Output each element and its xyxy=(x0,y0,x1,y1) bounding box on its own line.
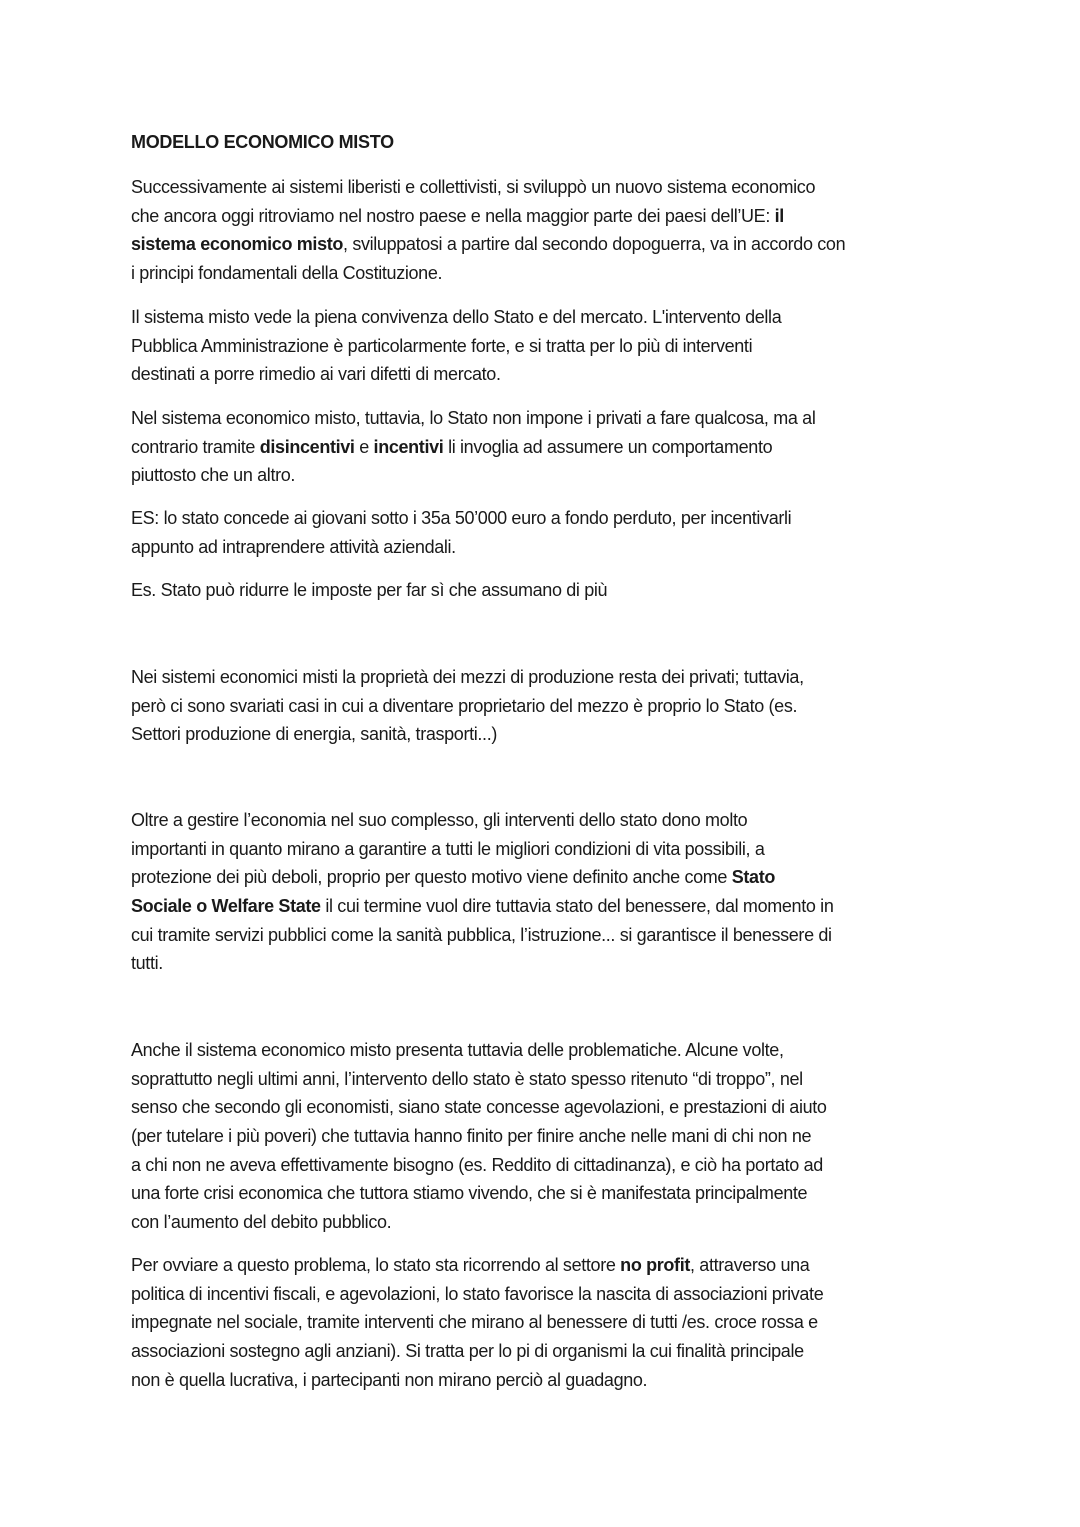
text-segment: Settori produzione di energia, sanità, trasporti...) xyxy=(131,724,498,745)
text-segment: li invoglia ad assumere un comportamento xyxy=(443,436,773,457)
bold-text: disincentivi xyxy=(259,436,355,457)
text-segment: una forte crisi economica che tuttora stiamo vivendo, che si è manifestata principalmente xyxy=(131,1183,808,1204)
text-line xyxy=(131,692,804,721)
text-segment: che ancora oggi ritroviamo nel nostro paese e nella maggior parte dei paesi dell’UE: xyxy=(131,205,775,226)
text-line xyxy=(131,404,816,433)
text-line xyxy=(131,433,816,462)
text-line xyxy=(131,1093,827,1122)
text-line xyxy=(131,173,845,202)
text-line xyxy=(131,1036,827,1065)
text-segment: Es. Stato può ridurre le imposte per far sì che assumano di più xyxy=(131,580,608,600)
text-segment: tutti. xyxy=(131,953,163,974)
text-line xyxy=(131,1280,823,1309)
text-line xyxy=(131,949,833,978)
text-segment: contrario tramite xyxy=(131,436,260,457)
text-line xyxy=(131,1337,823,1366)
text-segment: (per tutelare i più poveri) che tuttavia hanno finito per finire anche nelle mani di chi non ne xyxy=(131,1126,812,1147)
text-segment: soprattutto negli ultimi anni, l’intervento dello stato è stato spesso ritenuto “di troppo”, nel xyxy=(131,1068,803,1089)
text-line xyxy=(131,663,804,692)
paragraph xyxy=(131,1251,823,1394)
bold-text: no profit xyxy=(620,1255,690,1275)
text-segment: Anche il sistema economico misto presenta tuttavia delle problematiche. Alcune volte, xyxy=(131,1040,784,1060)
text-line xyxy=(131,921,833,950)
text-segment: impegnate nel sociale, tramite interventi che mirano al benessere di tutti /es. croce rossa e xyxy=(131,1312,818,1333)
text-line xyxy=(131,1308,823,1337)
text-line xyxy=(131,1122,827,1151)
text-segment: e xyxy=(354,436,374,457)
text-segment: a chi non ne aveva effettivamente bisogno (es. Reddito di cittadinanza), e ciò ha portato ad xyxy=(131,1154,823,1175)
text-segment: , attraverso una xyxy=(690,1255,810,1275)
paragraph xyxy=(131,173,845,288)
text-line xyxy=(131,1065,827,1094)
text-line xyxy=(131,720,804,749)
text-segment: importanti in quanto mirano a garantire a tutti le migliori condizioni di vita possibili, a xyxy=(131,838,765,859)
text-line xyxy=(131,892,833,921)
text-line xyxy=(131,504,791,533)
text-segment: però ci sono svariati casi in cui a diventare proprietario del mezzo è proprio lo Stato (es. xyxy=(131,695,798,716)
text-segment: Successivamente ai sistemi liberisti e collettivisti, si sviluppò un nuovo sistema economico xyxy=(131,177,816,197)
text-line xyxy=(131,332,781,361)
bold-text: Stato xyxy=(731,867,776,888)
text-line xyxy=(131,1366,823,1395)
text-line xyxy=(131,303,781,332)
text-segment: Nel sistema economico misto, tuttavia, lo Stato non impone i privati a fare qualcosa, ma al xyxy=(131,408,816,428)
paragraph xyxy=(131,576,607,605)
text-segment: politica di incentivi fiscali, e agevolazioni, lo stato favorisce la nascita di associazioni private xyxy=(131,1283,824,1304)
text-line xyxy=(131,230,845,259)
text-segment: associazioni sostegno agli anziani). Si tratta per lo pi di organismi la cui finalità principale xyxy=(131,1341,804,1362)
text-segment: il cui termine vuol dire tuttavia stato del benessere, dal momento in xyxy=(320,896,834,917)
text-line xyxy=(131,863,833,892)
text-line xyxy=(131,1208,827,1237)
text-segment: con l’aumento del debito pubblico. xyxy=(131,1212,392,1233)
text-segment: piuttosto che un altro. xyxy=(131,465,296,486)
text-segment: Per ovviare a questo problema, lo stato sta ricorrendo al settore xyxy=(131,1255,621,1275)
text-line xyxy=(131,576,607,605)
text-segment: i principi fondamentali della Costituzione. xyxy=(131,263,443,284)
bold-text: sistema economico misto xyxy=(131,234,344,255)
text-line xyxy=(131,259,845,288)
bold-text: Sociale o Welfare State xyxy=(131,896,321,917)
text-line xyxy=(131,1251,823,1280)
paragraph xyxy=(131,806,833,978)
paragraph xyxy=(131,303,781,389)
text-line xyxy=(131,461,816,490)
text-segment: protezione dei più deboli, proprio per questo motivo viene definito anche come xyxy=(131,867,732,888)
paragraph xyxy=(131,404,816,490)
paragraph xyxy=(131,663,804,749)
text-segment: destinati a porre rimedio ai vari difetti di mercato. xyxy=(131,364,501,385)
text-line xyxy=(131,835,833,864)
text-segment: ES: lo stato concede ai giovani sotto i 35a 50’000 euro a fondo perduto, per incentivarli xyxy=(131,508,792,528)
text-line xyxy=(131,533,791,562)
document-title: MODELLO ECONOMICO MISTO xyxy=(131,132,394,152)
text-segment: Pubblica Amministrazione è particolarmente forte, e si tratta per lo più di interventi xyxy=(131,335,753,356)
bold-text: incentivi xyxy=(373,436,444,457)
text-segment: cui tramite servizi pubblici come la sanità pubblica, l’istruzione... si garantisce il benessere di xyxy=(131,924,832,945)
bold-text: il xyxy=(774,205,784,226)
paragraph xyxy=(131,504,791,561)
paragraph xyxy=(131,1036,827,1237)
text-line xyxy=(131,360,781,389)
text-segment: appunto ad intraprendere attività aziendali. xyxy=(131,536,456,557)
text-line xyxy=(131,1179,827,1208)
text-segment: Nei sistemi economici misti la proprietà dei mezzi di produzione resta dei privati; tuttavia, xyxy=(131,667,804,687)
text-line xyxy=(131,806,833,835)
text-segment: Oltre a gestire l’economia nel suo complesso, gli interventi dello stato dono molto xyxy=(131,810,748,830)
text-segment: senso che secondo gli economisti, siano state concesse agevolazioni, e prestazioni di aiuto xyxy=(131,1097,827,1118)
text-line xyxy=(131,1151,827,1180)
text-segment: , sviluppatosi a partire dal secondo dopoguerra, va in accordo con xyxy=(343,234,846,255)
text-line xyxy=(131,202,845,231)
text-segment: Il sistema misto vede la piena convivenza dello Stato e del mercato. L'intervento della xyxy=(131,307,782,327)
text-segment: non è quella lucrativa, i partecipanti non mirano perciò al guadagno. xyxy=(131,1369,648,1390)
